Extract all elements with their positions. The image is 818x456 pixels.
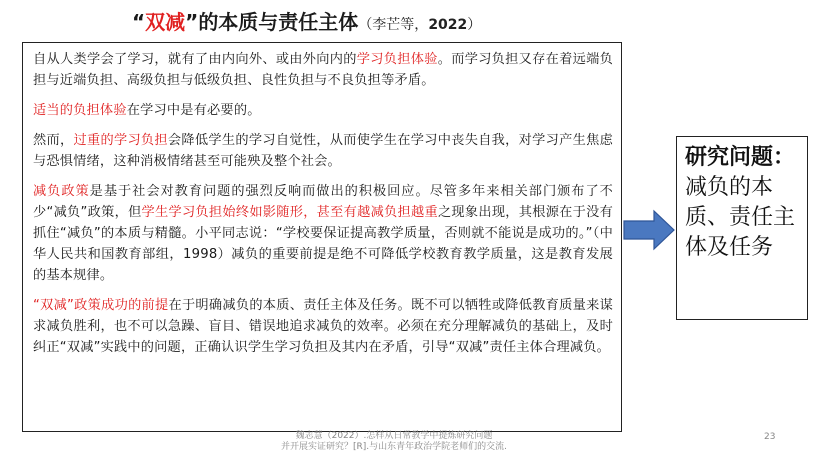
footer-line-1: 魏志慧（2022）.怎样从日常教学中提炼研究问题 — [295, 431, 493, 441]
highlight-double-reduction-premise: “双减”政策成功的前提 — [33, 298, 169, 313]
research-question-title: 研究问题： — [685, 145, 796, 170]
footer-line-2: 并开展实证研究？[R].与山东青年政治学院老师们的交流. — [281, 442, 507, 452]
title-year: 2022 — [428, 17, 468, 33]
page-number: 23 — [764, 432, 776, 442]
title-highlight: 双减 — [145, 10, 186, 34]
highlight-learning-burden-experience: 学习负担体验 — [356, 52, 438, 67]
title-citation: （李芒等， — [358, 17, 429, 33]
right-arrow-icon — [622, 208, 676, 252]
paragraph-4: 减负政策是基于社会对教育问题的强烈反响而做出的积极回应。尽管多年来相关部门颁布了不少“减负”政策，但学生学习负担始终如影随形，甚至有越减负担越重之现象出现，其根源在于没有抓住“减负”的本质与精髓。小平同志说：“学校要保证提高教学质量，否则就不能说是成功的。”（中华人民共和国教育部组，1998）减负的重要前提是绝不可降低学校教育教学质量，这是教育发展的基本规律。 — [33, 184, 613, 283]
content-box — [22, 42, 622, 432]
research-question-box — [676, 136, 808, 320]
paragraph-1: 自从人类学会了学习，就有了由内向外、或由外向内的学习负担体验。而学习负担又存在着远端负担与近端负担、高级负担与低级负担、良性负担与不良负担等矛盾。 — [33, 52, 613, 88]
paragraph-3: 然而，过重的学习负担会降低学生的学习自觉性，从而使学生在学习中丧失自我，对学习产生焦虑与恐惧情绪，这种消极情绪甚至可能殃及整个社会。 — [33, 133, 613, 169]
highlight-appropriate-burden: 适当的负担体验 — [33, 103, 127, 118]
highlight-burden-reduction-policy: 减负政策 — [33, 184, 90, 199]
highlight-burden-persists: 学生学习负担始终如影随形，甚至有越减负担越重 — [141, 205, 438, 220]
paragraph-5: “双减”政策成功的前提在于明确减负的本质、责任主体及任务。既不可以牺牲或降低教育质量来谋求减负胜利，也不可以急躁、盲目、错误地追求减负的效率。必须在充分理解减负的基础上，及时纠正“双减”实践中的问题，正确认识学生学习负担及其内在矛盾，引导“双减”责任主体合理减负。 — [33, 298, 613, 355]
research-question-body: 减负的本质、责任主体及任务 — [685, 175, 796, 260]
slide-title: “双减”的本质与责任主体（李芒等，2022） — [132, 10, 482, 34]
footer-citation — [234, 431, 554, 455]
paragraph-2: 适当的负担体验在学习中是有必要的。 — [33, 103, 261, 118]
highlight-excessive-burden: 过重的学习负担 — [73, 133, 168, 148]
